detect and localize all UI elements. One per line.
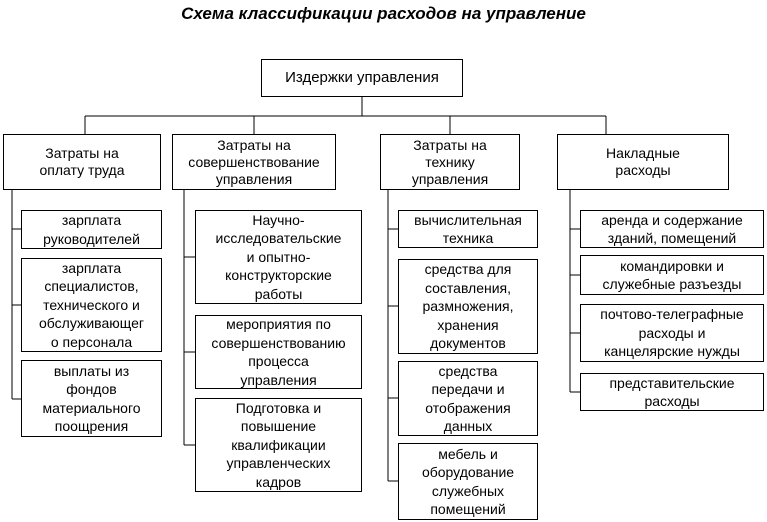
category-label: Затраты на совершенствование управления [188,136,320,187]
category-label: Накладные расходы [606,145,680,178]
root-node [261,59,463,97]
leaf-node: представительские расходы [580,373,764,411]
leaf-node: мебель и оборудование служебных помещений [398,443,538,520]
leaf-node: мероприятия по совершенствованию процесса управления [195,315,362,389]
category-node-overhead [557,134,729,190]
category-node-equipment [380,134,520,190]
leaf-node: Научно- исследовательские и опытно- конструкторские работы [195,210,362,304]
category-node-improvement [172,134,336,190]
leaf-node: Подготовка и повышение квалификации управленческих кадров [195,398,362,492]
leaf-node: командировки и служебные разъезды [580,255,764,295]
diagram-title: Схема классификации расходов на управление [181,4,586,23]
leaf-node: средства передачи и отображения данных [398,361,538,436]
root-node-label: Издержки управления [285,69,439,86]
category-label: Затраты на оплату труда [39,145,125,178]
category-node-labor [3,134,161,190]
leaf-node: вычислительная техника [398,210,538,248]
leaf-node: выплаты из фондов материального поощрения [21,360,162,437]
leaf-node: средства для составления, размножения, хранения документов [398,259,538,354]
leaf-node: зарплата руководителей [21,210,162,249]
leaf-node: зарплата специалистов, технического и обслуживающег о персонала [21,258,162,352]
leaf-node: аренда и содержание зданий, помещений [580,210,764,248]
leaf-node: почтово-телеграфные расходы и канцелярские нужды [580,304,764,362]
category-label: Затраты на технику управления [411,136,489,187]
